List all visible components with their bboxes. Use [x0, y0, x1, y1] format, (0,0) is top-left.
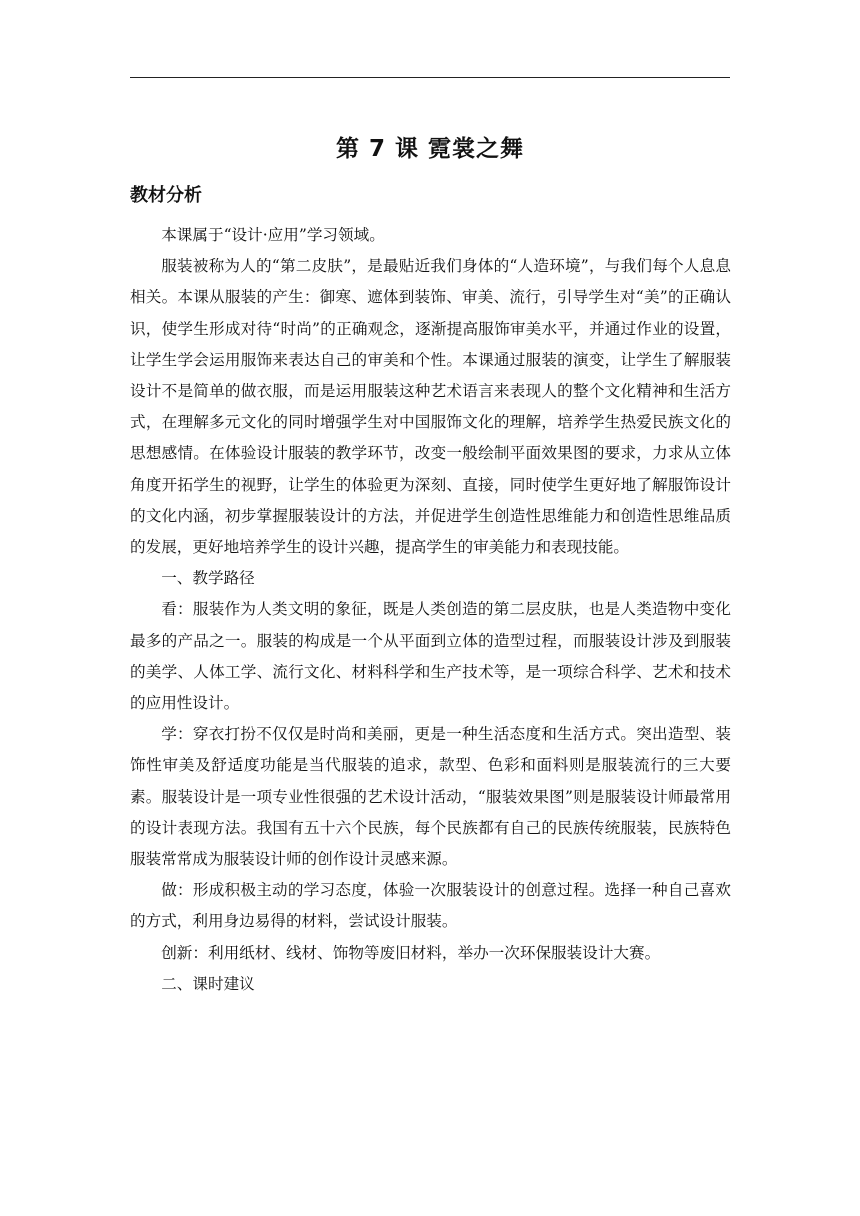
subheading-class-hours: 二、课时建议	[161, 974, 255, 993]
body-text	[130, 220, 731, 1000]
paragraph-intro: 本课属于“设计·应用”学习领域。	[161, 226, 385, 244]
section-heading: 教材分析	[130, 185, 202, 206]
paragraph-do: 做：形成积极主动的学习态度，体验一次服装设计的创意过程。选择一种自己喜欢的方式，利用身边易得的材料，尝试设计服装。	[130, 881, 731, 931]
paragraph-analysis: 服装被称为人的“第二皮肤”，是最贴近我们身体的“人造环境”，与我们每个人息息相关。本课从服装的产生：御寒、遮体到装饰、审美、流行，引导学生对“美”的正确认识，使学生形成对待“时尚”的正确观念，逐渐提高服饰审美水平，并通过作业的设置，让学生学会运用服饰来表达自己的审美和个性。本课通过服装的演变，让学生了解服装设计不是简单的做衣服，而是运用服装这种艺术语言来表现人的整个文化精神和生活方式，在理解多元文化的同时增强学生对中国服饰文化的理解，培养学生热爱民族文化的思想感情。在体验设计服装的教学环节，改变一般绘制平面效果图的要求，力求从立体角度开拓学生的视野，让学生的体验更为深刻、直接，同时使学生更好地了解服饰设计的文化内涵，初步掌握服装设计的方法，并促进学生创造性思维能力和创造性思维品质的发展，更好地培养学生的设计兴趣，提高学生的审美能力和表现技能。	[130, 257, 731, 557]
header-rule	[130, 77, 730, 78]
paragraph-innovate: 创新：利用纸材、线材、饰物等废旧材料，举办一次环保服装设计大赛。	[161, 943, 661, 962]
lesson-title: 第 7 课 霓裳之舞	[335, 136, 525, 162]
subheading-teaching-path: 一、教学路径	[161, 569, 255, 588]
paragraph-learn: 学：穿衣打扮不仅仅是时尚和美丽，更是一种生活态度和生活方式。突出造型、装饰性审美及舒适度功能是当代服装的追求，款型、色彩和面料则是服装流行的三大要素。服装设计是一项专业性很强的艺术设计活动，“服装效果图”则是服装设计师最常用的设计表现方法。我国有五十六个民族，每个民族都有自己的民族传统服装，民族特色服装常常成为服装设计师的创作设计灵感来源。	[130, 725, 731, 869]
paragraph-look: 看：服装作为人类文明的象征，既是人类创造的第二层皮肤，也是人类造物中变化最多的产品之一。服装的构成是一个从平面到立体的造型过程，而服装设计涉及到服装的美学、人体工学、流行文化、材料科学和生产技术等，是一项综合科学、艺术和技术的应用性设计。	[130, 600, 731, 713]
